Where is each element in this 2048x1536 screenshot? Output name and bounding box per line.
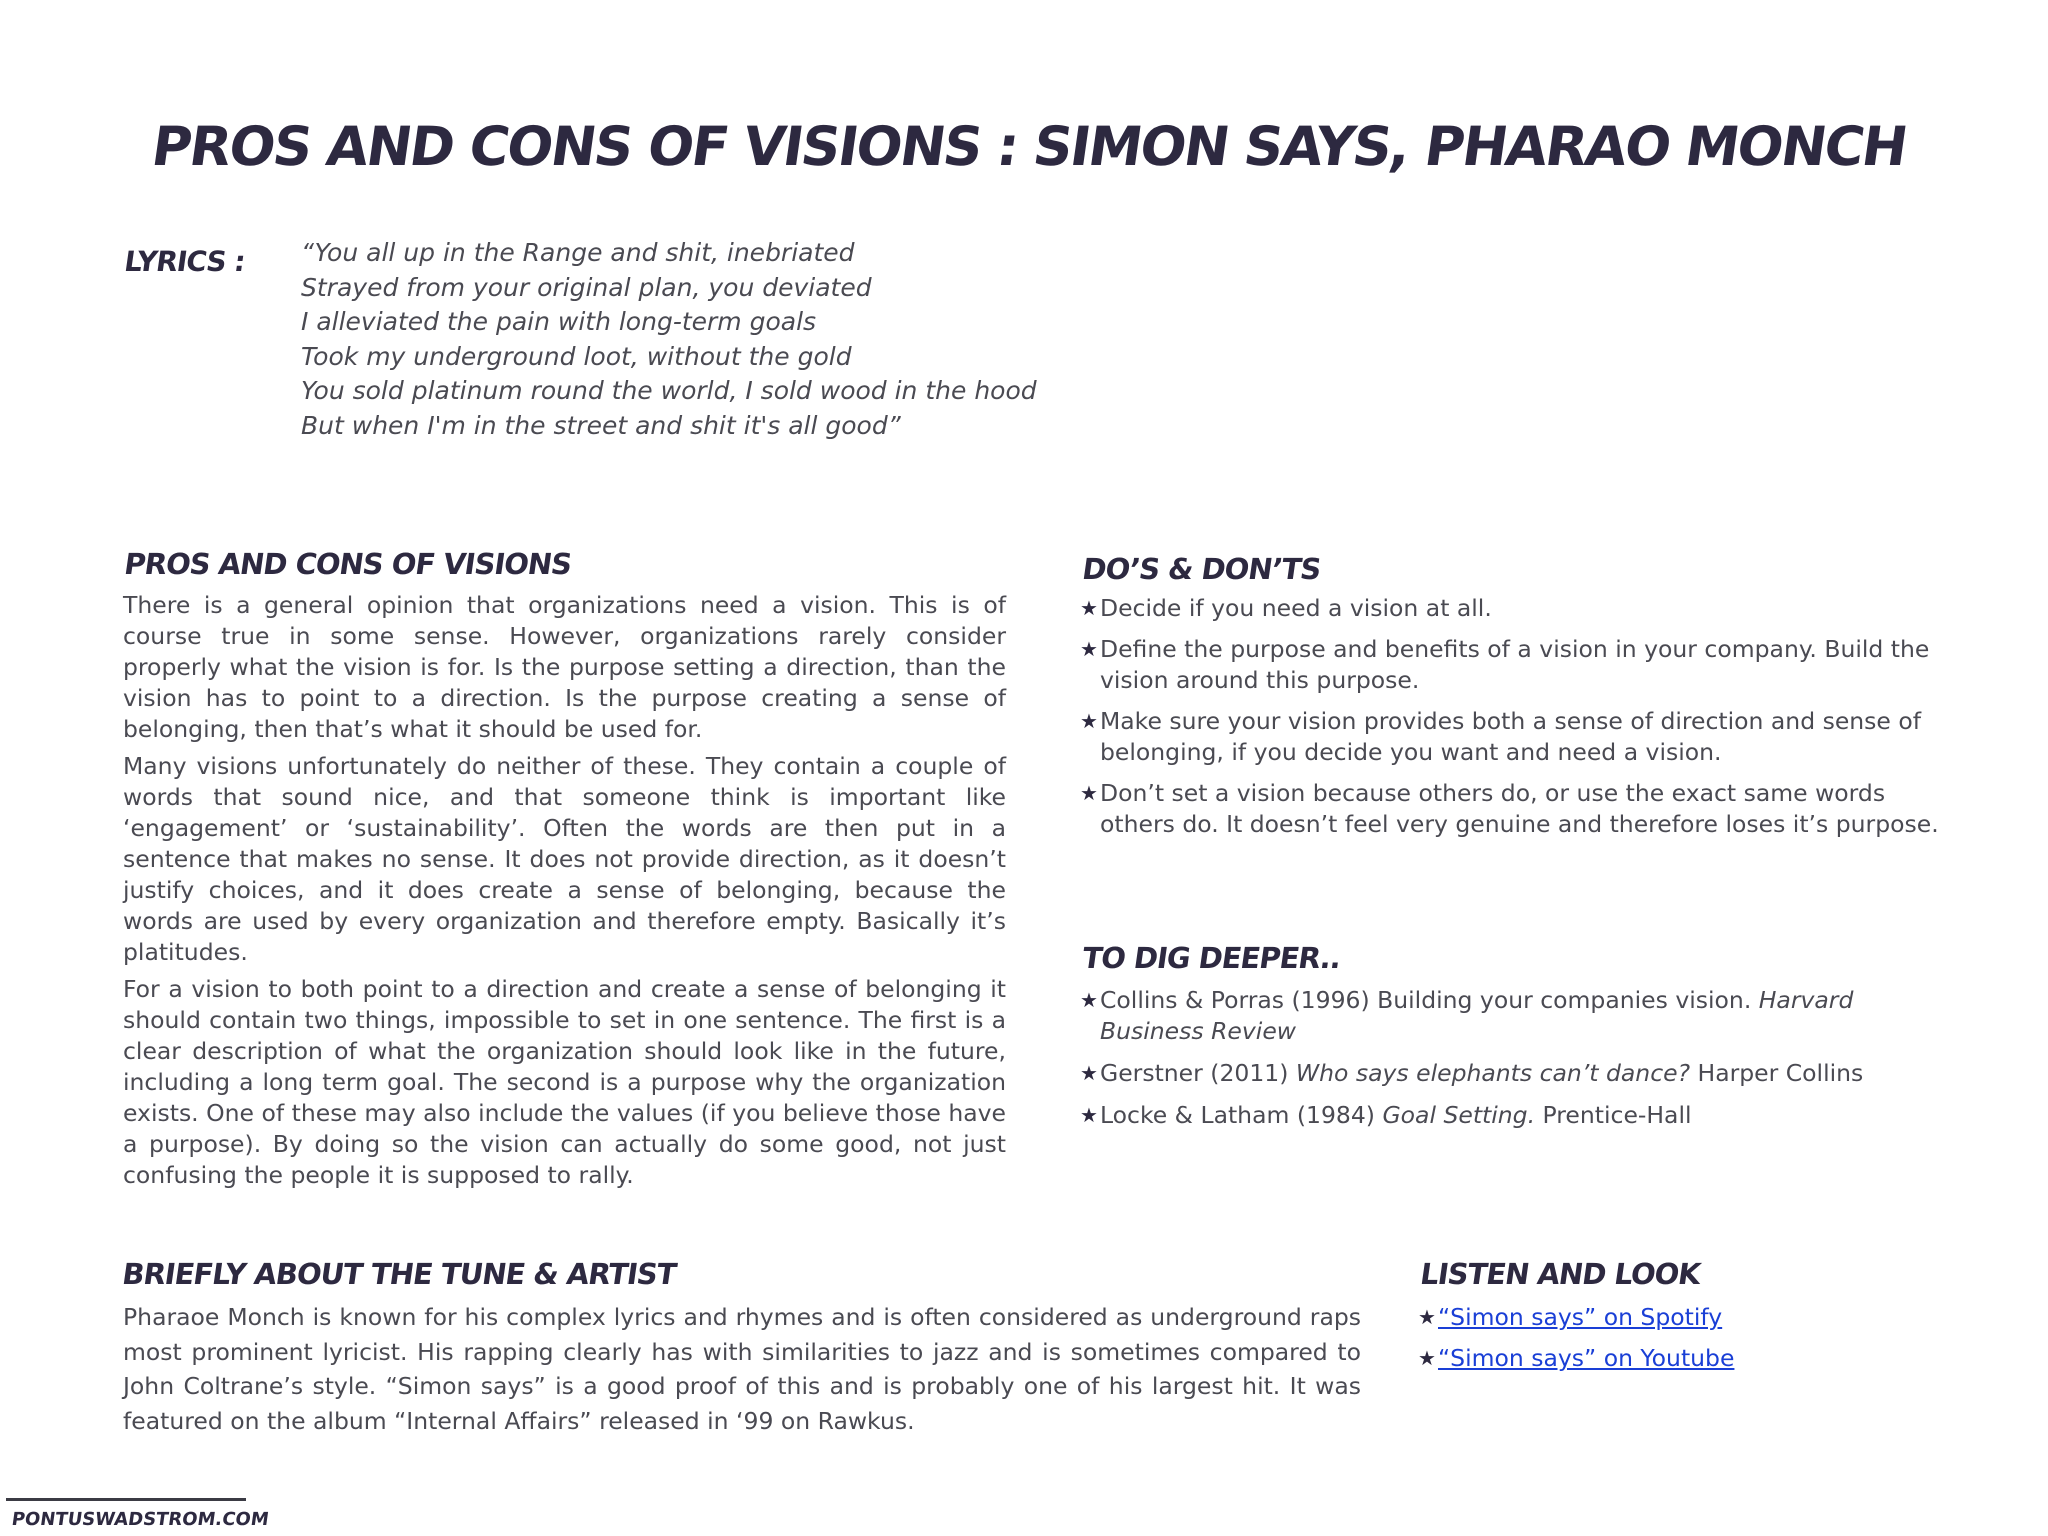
reference-title: Goal Setting. — [1382, 1101, 1536, 1129]
listen-heading: LISTEN AND LOOK — [1418, 1257, 1703, 1291]
dos-donts-heading: DO’S & DON’TS — [1080, 552, 1323, 586]
spotify-link[interactable]: “Simon says” on Spotify — [1438, 1303, 1723, 1331]
brief-heading: BRIEFLY ABOUT THE TUNE & ARTIST — [120, 1257, 679, 1291]
reference-item — [1080, 1100, 1960, 1131]
star-icon: ★ — [1080, 596, 1098, 620]
brief-paragraph: Pharaoe Monch is known for his complex lyrics and rhymes and is often considered as underground raps most prominent lyricist. His rapping clearly has with similarities to jazz and is sometimes compared to John Coltrane’s style. “Simon says” is a good proof of this and is probably one of his largest hit. It was featured on the album “Internal Affairs” released in ‘99 on Rawkus. — [123, 1303, 1361, 1435]
pros-cons-paragraph: There is a general opinion that organizations need a vision. This is of course true in some sense. However, organizations rarely consider properly what the vision is for. Is the purpose setting a direction, than the vision has to point to a direction. Is the purpose creating a sense of belonging, then that’s what it should be used for. — [123, 591, 1006, 743]
list-item — [1080, 778, 1960, 840]
star-icon: ★ — [1080, 1061, 1098, 1085]
star-icon: ★ — [1080, 637, 1098, 661]
footer-divider — [6, 1498, 246, 1501]
reference-item — [1080, 1058, 1960, 1089]
reference-author: Locke & Latham (1984) — [1100, 1101, 1383, 1129]
pros-cons-paragraph: Many visions unfortunately do neither of these. They contain a couple of words that sound nice, and that someone think is important like ‘engagement’ or ‘sustainability’. Often the words are then put in a sentence that makes no sense. It does not provide direction, as it doesn’t justify choices, and it does create a sense of belonging, because the words are used by every organization and therefore empty. Basically it’s platitudes. — [123, 752, 1006, 966]
star-icon: ★ — [1080, 781, 1098, 805]
lyrics-line: But when I'm in the street and shit it's all good” — [301, 410, 901, 440]
youtube-link[interactable]: “Simon says” on Youtube — [1438, 1344, 1735, 1372]
pros-cons-heading: PROS AND CONS OF VISIONS — [122, 547, 574, 581]
pros-cons-body — [123, 590, 1006, 1197]
dos-donts-list — [1080, 593, 1960, 850]
dig-deeper-heading: TO DIG DEEPER.. — [1080, 941, 1343, 975]
reference-text — [1100, 1058, 1960, 1089]
list-item — [1080, 634, 1960, 696]
lyrics-line: Strayed from your original plan, you deviated — [301, 272, 872, 302]
brief-body — [123, 1300, 1361, 1444]
list-item-text: Define the purpose and benefits of a vision in your company. Build the vision around this purpose. — [1100, 635, 1930, 694]
footer-site: PONTUSWADSTROM.COM — [10, 1509, 271, 1530]
pros-cons-paragraph: For a vision to both point to a direction and create a sense of belonging it should contain two things, impossible to set in one sentence. The first is a clear description of what the organization should look like in the future, including a long term goal. The second is a purpose why the organization exists. One of these may also include the values (if you believe those have a purpose). By doing so the vision can actually do some good, not just confusing the people it is supposed to rally. — [123, 975, 1006, 1189]
reference-title: Who says elephants can’t dance? — [1295, 1059, 1691, 1087]
list-item-text: Make sure your vision provides both a sense of direction and sense of belonging, if you decide you want and need a vision. — [1100, 707, 1921, 766]
star-icon: ★ — [1080, 988, 1098, 1012]
lyrics-line: Took my underground loot, without the gold — [301, 341, 852, 371]
list-item-text: Don’t set a vision because others do, or use the exact same words others do. It doesn’t feel very genuine and therefore loses it’s purpose. — [1100, 779, 1939, 838]
lyrics-line: You sold platinum round the world, I sold wood in the hood — [301, 376, 1037, 405]
star-icon: ★ — [1080, 1103, 1098, 1127]
list-item-text: Decide if you need a vision at all. — [1100, 594, 1492, 622]
star-icon: ★ — [1080, 709, 1098, 733]
page-title: PROS AND CONS OF VISIONS : SIMON SAYS, PHARAO MONCH — [147, 115, 1910, 178]
lyrics-line: “You all up in the Range and shit, inebriated — [301, 238, 855, 267]
reference-author: Collins & Porras (1996) Building your companies vision. — [1100, 986, 1759, 1014]
lyrics-line: I alleviated the pain with long-term goals — [301, 307, 817, 336]
star-icon: ★ — [1418, 1346, 1436, 1370]
reference-title: Harvard Business Review — [1100, 986, 1854, 1045]
lyrics-label: LYRICS : — [122, 245, 247, 278]
reference-author: Gerstner (2011) — [1100, 1059, 1296, 1087]
reference-text — [1100, 985, 1960, 1047]
dig-deeper-list — [1080, 985, 1960, 1142]
reference-item — [1080, 985, 1960, 1047]
reference-publisher: Harper Collins — [1690, 1059, 1864, 1087]
lyrics-block — [301, 236, 1101, 443]
reference-text — [1100, 1100, 1960, 1131]
list-item — [1418, 1302, 1918, 1333]
reference-publisher: Prentice-Hall — [1535, 1101, 1692, 1129]
star-icon: ★ — [1418, 1305, 1436, 1329]
list-item — [1418, 1343, 1918, 1374]
list-item — [1080, 706, 1960, 768]
listen-list — [1418, 1302, 1918, 1384]
list-item — [1080, 593, 1960, 624]
